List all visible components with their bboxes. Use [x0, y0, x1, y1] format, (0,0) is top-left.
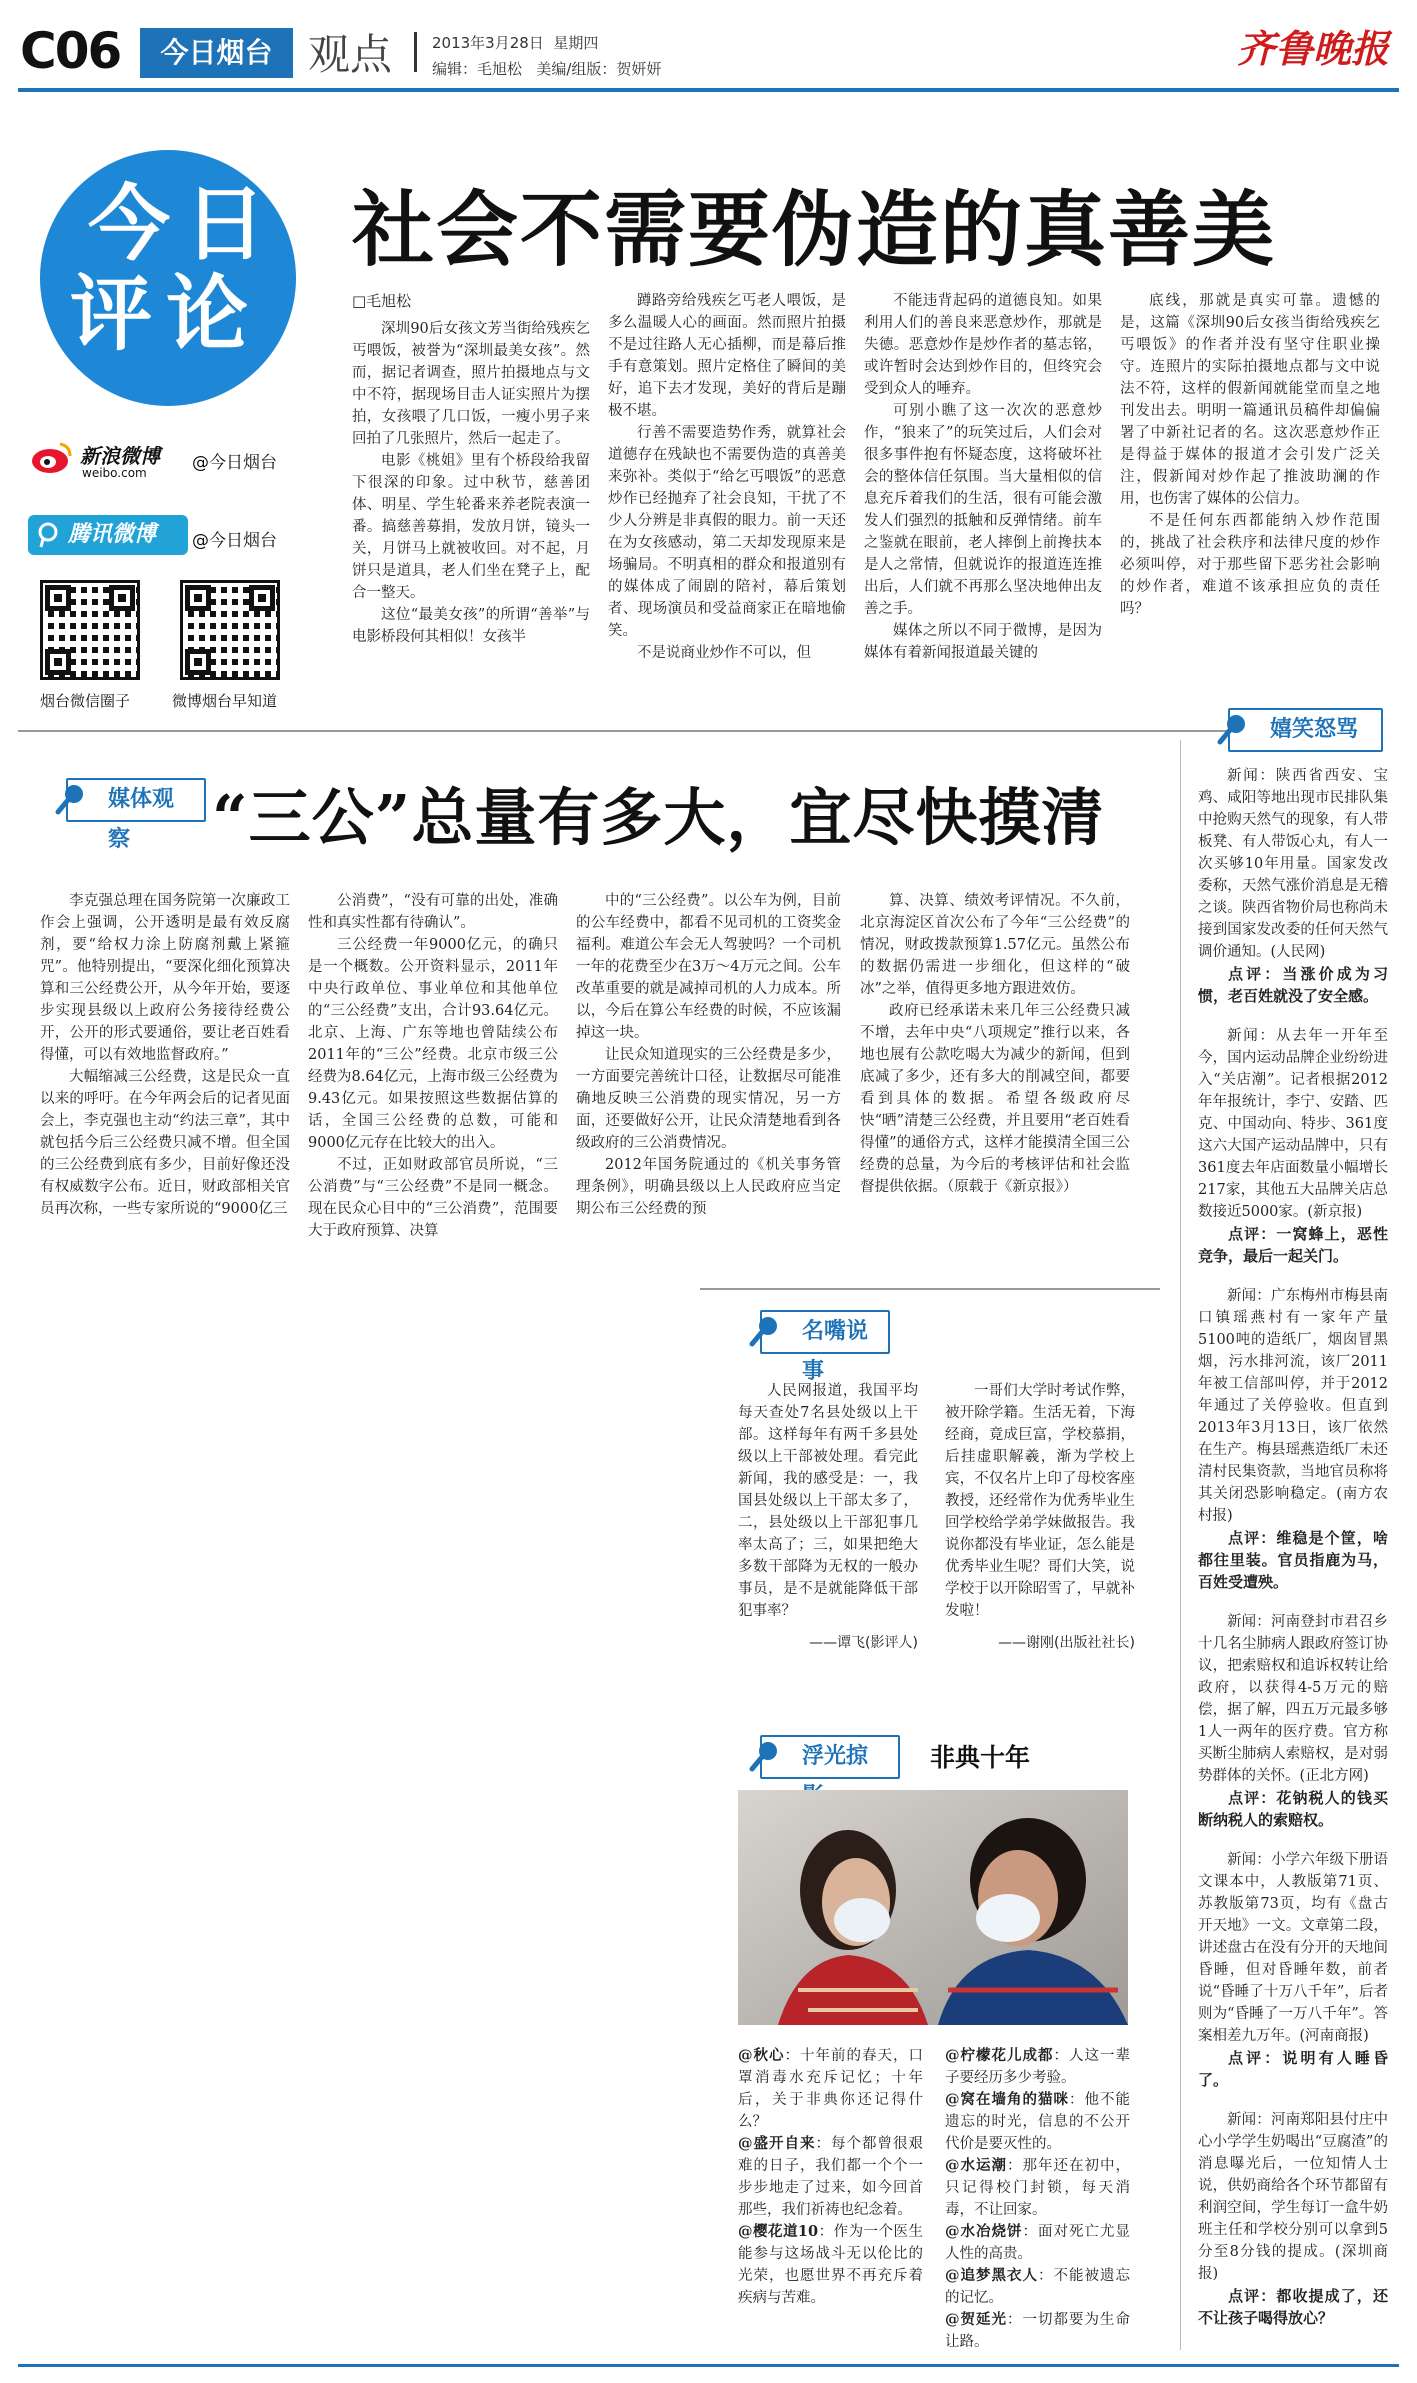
paragraph: 媒体之所以不同于微博，是因为媒体有着新闻报道最关键的: [864, 623, 1102, 661]
quote-text: ：十年前的春天，口罩消毒水充斥记忆；十年后，关于非典你还记得什么？: [738, 2048, 923, 2130]
paragraph: 可别小瞧了这一次次的恶意炒作，“狼来了”的玩笑过后，人们会对很多事件抱有怀疑态度，这将破坏社会的整体信任氛围。当大量相似的信息充斥着我们的生活，很有可能会激发人们强烈的抵触和反弹情绪。前车之鉴就在眼前，老人摔倒上前搀扶本是人之常情，但就说诈的报道连连推出后，人们就不再那么坚决地伸出友善之手。: [864, 403, 1102, 617]
quote-handle[interactable]: @柠檬花儿成都: [945, 2047, 1054, 2064]
news-text: 新闻：从去年一开年至今，国内运动品牌企业纷纷进入“关店潮”。记者根据2012年年报统计，李宁、安踏、匹克、中国动向、特步、361度这六大国产运动品牌中，只有361度去年店面数量小幅增长217家，其他五大品牌关店总数接近5000家。(新京报): [1198, 1028, 1388, 1220]
news-text: 新闻：广东梅州市梅县南口镇瑶燕村有一家年产量5100吨的造纸厂，烟囱冒黑烟，污水排河流，该厂2011年被工信部叫停，并于2012年通过了关停验收。但直到2013年3月13日，该厂依然在生产。梅县瑶燕造纸厂未还清村民集资款，当地官员称将其关闭恐影响稳定。(南方农村报): [1198, 1288, 1388, 1524]
quote: [738, 2133, 923, 2221]
quote: [738, 2221, 923, 2309]
weibo-name: 新浪微博: [80, 444, 160, 468]
quote: [945, 2089, 1130, 2155]
section-tab[interactable]: 今日烟台: [140, 28, 293, 78]
paragraph: 行善不需要造势作秀，就算社会道德存在残缺也不需要伪造的真善美来弥补。类似于“给乞丐喂饭”的恶意炒作已经抛弃了社会良知，干扰了不少人分辨是非真假的眼力。前一天还在为女孩感动，第二天却发现原来是场骗局。不明真相的群众和报道别有的媒体成了闹剧的陪衬，幕后策划者、现场演员和受益商家正在暗地偷笑。: [608, 425, 846, 639]
quote: [945, 2265, 1130, 2309]
section-divider: [700, 1288, 1160, 1290]
article-2-column-1: [40, 890, 290, 1220]
quote-text: ：人这一辈子要经历多少考验。: [945, 2048, 1130, 2086]
quote-text: ：他不能遗忘的时光，信息的不公开代价是要灭性的。: [945, 2092, 1130, 2152]
post-signature: ——谭飞(影评人): [809, 1635, 918, 1651]
weibo-icon: [30, 440, 74, 474]
quotes-right: [945, 2045, 1130, 2353]
quote-handle[interactable]: @追梦黑衣人: [945, 2267, 1038, 2284]
rubric-fuguang-lueying: [760, 1735, 900, 1779]
article-1-column-2: [608, 290, 846, 664]
qr-code-wechat[interactable]: [40, 580, 140, 680]
issue-date: 2013年3月28日: [432, 34, 544, 52]
article-2-column-2: [308, 890, 558, 1242]
paragraph: 深圳90后女孩文芳当街给残疾乞丐喂饭，被誉为“深圳最美女孩”。然而，据记者调查，照片拍摄地点与文中不符，据现场目击人证实照片为摆拍，女孩喂了几口饭，一瘦小男子来回拍了几张照片，然后一起走了。: [352, 321, 590, 447]
post-text: 一哥们大学时考试作弊，被开除学籍。生活无着，下海经商，竟成巨富，学校慕捐，后挂虚职解羲，渐为学校上宾，不仅名片上印了母校客座教授，还经常作为优秀毕业生回学校给学弟学妹做报告。我说你都没有毕业证，怎么能是优秀毕业生呢？哥们大笑，说学校于以开除昭雪了，早就补发啦！: [945, 1383, 1135, 1619]
sars-masks-photo: [738, 1790, 1128, 2025]
photo-feature-title: 非典十年: [930, 1743, 1031, 1772]
news-briefs: [1198, 765, 1388, 2347]
article-1-column-1: [352, 290, 590, 648]
tencent-handle[interactable]: @今日烟台: [192, 531, 277, 551]
quote-handle[interactable]: @水运潮: [945, 2157, 1007, 2174]
paragraph: 三公经费一年9000亿元，的确只是一个概数。公开资料显示，2011年中央行政单位、事业单位和其他单位的“三公经费”支出，合计93.64亿元。北京、上海、广东等地也曾陆续公布2011年的“三公”经费。北京市级三公经费为8.64亿元，上海市级三公经费为9.43亿元。如果按照这些数据估算的话，全国三公经费的总数，可能和9000亿元存在比较大的出入。: [308, 937, 558, 1151]
article-2-column-3: [576, 890, 841, 1220]
article-2-column-4: [860, 890, 1130, 1198]
quotes-left: [738, 2045, 923, 2309]
paragraph: 让民众知道现实的三公经费是多少，一方面要完善统计口径，让数据尽可能准确地反映三公消费的现实情况，另一方面，还要做好公开，让民众清楚地看到各级政府的三公消费情况。: [576, 1047, 841, 1151]
paragraph: 这位“最美女孩”的所谓“善举”与电影桥段何其相似！女孩半: [352, 607, 590, 645]
tencent-weibo-icon: [34, 521, 62, 549]
news-comment: 点评：都收提成了，还不让孩子喝得放心？: [1198, 2287, 1388, 2327]
article-1-column-4: [1120, 290, 1380, 620]
rubric-mingzui-shuoshi: [760, 1310, 890, 1384]
quote: [738, 2045, 923, 2133]
designer-credit: 美编/组版：贺妍妍: [536, 60, 662, 78]
news-comment: 点评：一窝蜂上，恶性竞争，最后一起关门。: [1198, 1225, 1388, 1265]
quote: [945, 2045, 1130, 2089]
post-text: 人民网报道，我国平均每天查处7名县处级以上干部。这样每年有两千多县处级以上干部被处理。看完此新闻，我的感受是：一，我国县处级以上干部太多了，二，县处级以上干部犯事几率太高了；三，如果把绝大多数干部降为无权的一般办事员，是不是就能降低干部犯事率？: [738, 1383, 918, 1619]
weibo-post-left: [738, 1380, 918, 1654]
paragraph: 算、决算、绩效考评情况。不久前，北京海淀区首次公布了今年“三公经费”的情况，财政拨款预算1.57亿元。虽然公布的数据仍需进一步细化，但这样的“破冰”之举，值得更多地方跟进效仿。: [860, 893, 1130, 997]
quote-text: ：不能被遗忘的记忆。: [945, 2268, 1130, 2306]
news-comment: 点评：说明有人睡昏了。: [1198, 2049, 1388, 2089]
quote-handle[interactable]: @水冶烧饼: [945, 2223, 1023, 2240]
news-brief: [1198, 1849, 1388, 2091]
tencent-name: 腾讯微博: [68, 522, 157, 547]
rubric-meiti-guancha: [66, 778, 206, 852]
rubric-label: 媒体观察: [108, 787, 175, 852]
quote-handle[interactable]: @樱花道10: [738, 2223, 819, 2240]
quote-text: ：作为一个医生能参与这场战斗无以伦比的光荣，也愿世界不再充斥着疾病与苦难。: [738, 2224, 924, 2306]
news-text: 新闻：河南登封市君召乡十几名尘肺病人跟政府签订协议，把索赔权和追诉权转让给政府，以获得4-5万元的赔偿，据了解，四五万元最多够1人一两年的医疗费。官方称买断尘肺病人索赔权，是对弱势群体的关怀。(正北方网): [1198, 1614, 1388, 1784]
news-brief: [1198, 1611, 1388, 1831]
paragraph: 不是说商业炒作不可以，但: [637, 645, 811, 661]
sidebar-divider: [1180, 740, 1181, 2350]
paragraph: 公消费”，“没有可靠的出处，准确性和真实性都有待确认”。: [308, 893, 558, 931]
news-brief: [1198, 2109, 1388, 2329]
column-logo: [40, 150, 296, 406]
paragraph: 不过，正如财政部官员所说，“三公消费”与“三公经费”不是同一概念。现在民众心目中的“三公消费”，范围要大于政府预算、决算: [308, 1157, 558, 1239]
microphone-icon: [748, 1739, 782, 1773]
rubric-label: 名嘴说事: [802, 1319, 869, 1384]
quote-handle[interactable]: @盛开自来: [738, 2135, 816, 2152]
paragraph: 中的“三公经费”。以公车为例，目前的公车经费中，都看不见司机的工资奖金福利。难道公车会无人驾驶吗？一个司机一年的花费至少在3万～4万元之间。公车改革重要的就是减掉司机的人力成本。所以，今后在算公车经费的时候，不应该漏掉这一块。: [576, 893, 841, 1041]
microphone-icon: [1216, 712, 1250, 746]
news-comment: 点评：维稳是个筐，啥都往里装。官员指鹿为马，百姓受遭殃。: [1198, 1529, 1388, 1591]
quote-text: ：那年还在初中，只记得校门封锁，每天消毒，不让回家。: [945, 2158, 1130, 2218]
news-photo: [738, 1790, 1128, 2025]
section-divider: [18, 730, 1248, 732]
news-text: 新闻：小学六年级下册语文课本中，人教版第71页、苏教版第73页，均有《盘古开天地》一文。文章第二段，讲述盘古在没有分开的天地间昏睡，但对昏睡年数，前者说“昏睡了十万八千年”，后者则为“昏睡了一万八千年”。答案相差九万年。(河南商报): [1198, 1852, 1388, 2044]
qr-caption-wechat: 烟台微信圈子: [40, 692, 131, 710]
quote: [945, 2155, 1130, 2221]
newspaper-logo: 齐鲁晚报: [1236, 26, 1389, 71]
qr-code-weibo[interactable]: [180, 580, 280, 680]
article-1-byline: □毛旭松: [352, 292, 412, 310]
quote-text: ：面对死亡尤显人性的高贵。: [945, 2224, 1130, 2262]
quote: [945, 2221, 1130, 2265]
paragraph: 大幅缩减三公经费，这是民众一直以来的呼吁。在今年两会后的记者见面会上，李克强也主动“约法三章”，其中就包括今后三公经费只减不增。但全国的三公经费到底有多少，目前好像还没有权威数字公布。近日，财政部相关官员再次称，一些专家所说的“9000亿三: [40, 1069, 290, 1217]
page-number: C06: [20, 22, 121, 80]
paragraph: 不能违背起码的道德良知。如果利用人们的善良来恶意炒作，那就是失德。恶意炒作是炒作者的墓志铭，或许暂时会达到炒作目的，但终究会受到众人的唾弃。: [864, 293, 1102, 397]
logo-line-1: 今日: [88, 177, 281, 272]
paragraph: 蹲路旁给残疾乞丐老人喂饭，是多么温暖人心的画面。然而照片拍摄不是过往路人无心插柳，而是幕后推手有意策划。照片定格住了瞬间的美好，追下去才发现，美好的背后是蹦极不堪。: [608, 293, 846, 419]
article-1-column-3: [864, 290, 1102, 664]
rubric-xixiaonuma: [1228, 708, 1383, 752]
issue-weekday: 星期四: [553, 34, 599, 52]
quote: [945, 2309, 1130, 2353]
quote-handle[interactable]: @贺延光: [945, 2311, 1007, 2328]
tencent-weibo-badge: [28, 515, 188, 555]
microphone-icon: [54, 782, 88, 816]
quote-text: ：一切都要为生命让路。: [945, 2312, 1130, 2350]
quote-handle[interactable]: @窝在墙角的猫咪: [945, 2091, 1069, 2108]
paragraph: 不是任何东西都能纳入炒作范围的，挑战了社会秩序和法律尺度的炒作必须叫停，对于那些留下恶劣社会影响的炒作者，难道不该承担应负的责任吗？: [1120, 513, 1380, 617]
article-1-headline: 社会不需要伪造的真善美: [352, 182, 1277, 278]
news-text: 新闻：陕西省西安、宝鸡、咸阳等地出现市民排队集中抢购天然气的现象，有人带板凳、有人带饭心丸，有人一次买够10年用量。国家发改委称，天然气涨价消息是无稽之谈。陕西省物价局也称尚未接到国家发改委的任何天然气调价通知。(人民网): [1198, 768, 1388, 960]
rubric-label: 浮光掠: [802, 1744, 869, 1769]
column-name: 观点: [308, 30, 393, 79]
news-brief: [1198, 1025, 1388, 1267]
news-brief: [1198, 1285, 1388, 1593]
news-comment: 点评：当涨价成为习惯，老百姓就没了安全感。: [1198, 965, 1388, 1005]
quote-handle[interactable]: @秋心: [738, 2047, 785, 2064]
news-comment: 点评：花钠税人的钱买断纳税人的索赔权。: [1198, 1789, 1388, 1829]
weibo-handle[interactable]: @今日烟台: [192, 453, 277, 473]
microphone-icon: [748, 1314, 782, 1348]
logo-line-2: 评论: [70, 267, 263, 362]
article-2-headline: “三公”总量有多大，宜尽快摸清: [212, 781, 1105, 854]
paragraph: 政府已经承诺未来几年三公经费只减不增，去年中央“八项规定”推行以来，各地也展有公款吃喝大为减少的新闻，但到底减了多少，还有多大的削减空间，都要看到具体的数据。希望各级政府尽快“晒”清楚三公经费，并且要用“老百姓看得懂”的通俗方式，这样才能摸清全国三公经费的总量，为今后的考核评估和社会监督提供依据。（原载于《新京报》）: [860, 1003, 1130, 1195]
rubric-label: 嬉笑怒骂: [1270, 717, 1359, 742]
paragraph: 底线，那就是真实可靠。遗憾的是，这篇《深圳90后女孩当街给残疾乞丐喂饭》的作者并没有坚守住职业操守。连照片的实际拍摄地点都与文中说法不符，这样的假新闻就能堂而皇之地刊发出去。明明一篇通讯员稿件却偏偏署了中新社记者的名。这次恶意炒作正是得益于媒体的报道才会引发广泛关注，假新闻对炒作起了推波助澜的作用，也伤害了媒体的公信力。: [1120, 293, 1380, 507]
news-brief: [1198, 765, 1388, 1007]
editor-credit: 编辑：毛旭松: [432, 60, 523, 78]
footer-rule: [18, 2364, 1399, 2367]
quote-text: ：每个都曾很艰难的日子，我们都一个个一步步地走了过来，如今回首那些，我们祈祷也纪念着。: [738, 2136, 923, 2218]
qr-caption-weibo: 微博烟台早知道: [172, 692, 278, 710]
header-rule: [18, 88, 1399, 92]
paragraph: 李克强总理在国务院第一次廉政工作会上强调，公开透明是最有效反腐剂，要“给权力涂上防腐剂戴上紧箍咒”。他特别提出，“要深化细化预算决算和三公经费公开，从今年开始，要逐步实现县级以上政府公务接待经费公开，公开的形式要通俗，要让老百姓看得懂，可以有效地监督政府。”: [40, 893, 290, 1063]
weibo-domain: weibo.com: [82, 466, 147, 480]
news-text: 新闻：河南郑阳县付庄中心小学学生奶喝出“豆腐渣”的消息曝光后，一位知情人士说，供奶商给各个环节都留有利润空间，学生每订一盒牛奶班主任和学校分别可以拿到5分至8分钱的提成。(深圳商报): [1198, 2112, 1388, 2282]
header-meta: [432, 30, 661, 82]
post-signature: ——谢刚(出版社社长): [998, 1635, 1135, 1651]
header-divider: [414, 32, 417, 72]
paragraph: 电影《桃姐》里有个桥段给我留下很深的印象。过中秋节，慈善团体、明星、学生轮番来养老院表演一番。搞慈善募捐，发放月饼，镜头一关，月饼马上就被收回。对不起，月饼只是道具，老人们坐在凳子上，配合一整天。: [352, 453, 590, 601]
weibo-post-right: [945, 1380, 1135, 1654]
paragraph: 2012年国务院通过的《机关事务管理条例》，明确县级以上人民政府应当定期公布三公经费的预: [576, 1157, 841, 1217]
